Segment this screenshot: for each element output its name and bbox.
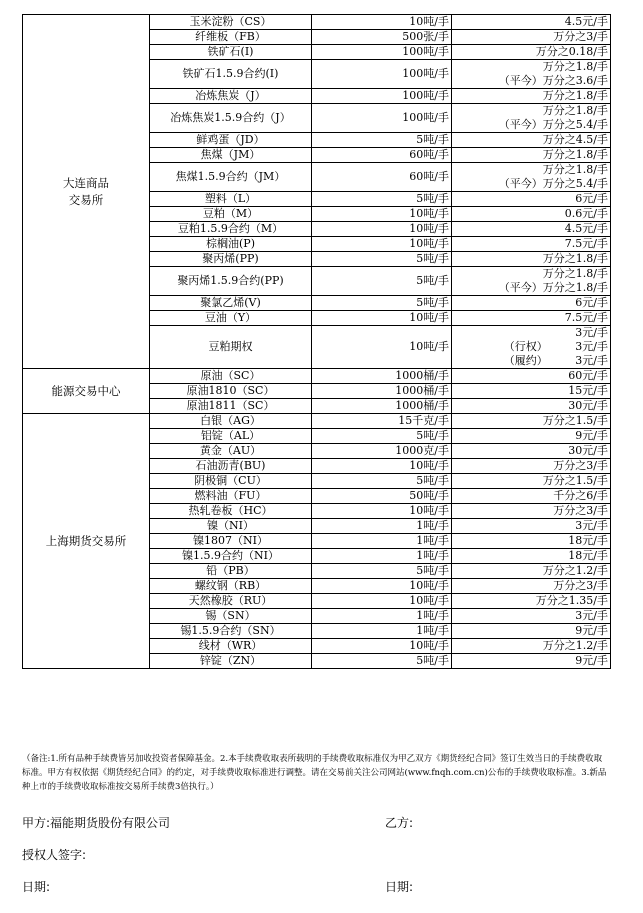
- contract-unit: 1吨/手: [416, 519, 449, 532]
- fee-rate-cell: [452, 207, 611, 222]
- fee-rate: 万分之3/手: [553, 504, 608, 517]
- fee-rate: 万分之1.8/手: [542, 252, 608, 265]
- product-name-cell: [150, 534, 312, 549]
- exchange-name-cell: [23, 369, 150, 414]
- product-name: 铝锭（AL）: [200, 429, 261, 442]
- product-name: 塑料（L）: [204, 192, 257, 205]
- contract-unit: 15千克/手: [398, 414, 449, 427]
- product-name-cell: [150, 252, 312, 267]
- product-name-cell: [150, 594, 312, 609]
- contract-unit-cell: [312, 444, 452, 459]
- product-name: 铅（PB）: [206, 564, 255, 577]
- fee-rate-cell: [452, 579, 611, 594]
- product-name: 石油沥青(BU): [195, 459, 266, 472]
- fee-table-body: [23, 15, 611, 669]
- product-name-cell: [150, 45, 312, 60]
- fee-rate: 15元/手: [568, 384, 608, 397]
- contract-unit-cell: [312, 311, 452, 326]
- contract-unit-cell: [312, 369, 452, 384]
- contract-unit-cell: [312, 399, 452, 414]
- notes-text: （备注:1.所有品种手续费皆另加收投资者保障基金。2.本手续费收取表所载明的手续费收取标准仅为甲乙双方《期货经纪合同》签订生效当日的手续费收取标准。甲方有权依据《期货经纪合同》的约定，对手续费收取标准进行调整。请在交易前关注公司网站(www.fnqh.com.cn)公布的手续费收取标准。3.新品种上市的手续费收取标准按交易所手续费3倍执行。）: [22, 754, 607, 792]
- contract-unit: 5吨/手: [416, 274, 449, 287]
- product-name: 锡1.5.9合约（SN）: [180, 624, 281, 637]
- contract-unit: 5吨/手: [416, 564, 449, 577]
- contract-unit-cell: [312, 30, 452, 45]
- exchange-name: 能源交易中心: [51, 383, 121, 398]
- contract-unit: 10吨/手: [409, 15, 449, 28]
- product-name: 鲜鸡蛋（JD）: [196, 133, 265, 146]
- contract-unit-cell: [312, 267, 452, 296]
- contract-unit-cell: [312, 549, 452, 564]
- fee-rate-cell: [452, 609, 611, 624]
- product-name: 热轧卷板（HC）: [188, 504, 273, 517]
- fee-rate: 30元/手: [568, 444, 608, 457]
- fee-rate-cell: [452, 89, 611, 104]
- fee-rate: 3元/手: [575, 519, 608, 532]
- contract-unit: 500张/手: [402, 30, 449, 43]
- product-name-cell: [150, 104, 312, 133]
- fee-rate-cell: [452, 15, 611, 30]
- contract-unit: 60吨/手: [409, 170, 449, 183]
- product-name-cell: [150, 30, 312, 45]
- product-name-cell: [150, 549, 312, 564]
- party-b-label: 乙方:: [385, 816, 414, 830]
- product-name-cell: [150, 399, 312, 414]
- product-name-cell: [150, 237, 312, 252]
- product-name-cell: [150, 89, 312, 104]
- product-name-cell: [150, 148, 312, 163]
- contract-unit: 1000桶/手: [395, 399, 449, 412]
- product-name-cell: [150, 504, 312, 519]
- fee-rate-cell: [452, 534, 611, 549]
- fee-rate: 万分之0.18/手: [535, 45, 608, 58]
- party-a-label: 甲方:福能期货股份有限公司: [22, 816, 171, 830]
- fee-rate: 3元/手: [575, 609, 608, 622]
- fee-rate-cell: [452, 326, 611, 369]
- product-name: 聚丙烯1.5.9合约(PP): [177, 274, 284, 287]
- product-name-cell: [150, 624, 312, 639]
- fee-rate: 万分之1.2/手: [542, 564, 608, 577]
- fee-rate: 9元/手: [575, 624, 608, 637]
- product-name: 锌锭（ZN）: [199, 654, 262, 667]
- fee-rate: 万分之1.5/手: [542, 414, 608, 427]
- contract-unit: 1吨/手: [416, 609, 449, 622]
- fee-row: [23, 414, 611, 429]
- product-name: 聚丙烯(PP): [202, 252, 259, 265]
- contract-unit-cell: [312, 104, 452, 133]
- product-name: 豆粕期权: [208, 340, 253, 353]
- product-name-cell: [150, 564, 312, 579]
- product-name: 锡（SN）: [205, 609, 256, 622]
- contract-unit: 1吨/手: [416, 624, 449, 637]
- fee-rate-cell: [452, 489, 611, 504]
- contract-unit: 10吨/手: [409, 207, 449, 220]
- fee-row: [23, 369, 611, 384]
- contract-unit: 1吨/手: [416, 549, 449, 562]
- contract-unit: 10吨/手: [409, 504, 449, 517]
- product-name: 豆粕1.5.9合约（M）: [177, 222, 284, 235]
- contract-unit: 10吨/手: [409, 311, 449, 324]
- contract-unit: 5吨/手: [416, 252, 449, 265]
- contract-unit-cell: [312, 504, 452, 519]
- fee-rate: 千分之6/手: [553, 489, 608, 502]
- product-name-cell: [150, 429, 312, 444]
- product-name: 黄金（AU）: [199, 444, 262, 457]
- product-name-cell: [150, 267, 312, 296]
- contract-unit-cell: [312, 60, 452, 89]
- fee-rate: 9元/手: [575, 654, 608, 667]
- fee-rate-cell: [452, 384, 611, 399]
- contract-unit: 5吨/手: [416, 133, 449, 146]
- product-name: 阴极铜（CU）: [194, 474, 267, 487]
- contract-unit: 5吨/手: [416, 429, 449, 442]
- fee-rate: 6元/手: [575, 296, 608, 309]
- product-name: 燃料油（FU）: [194, 489, 267, 502]
- contract-unit: 1000桶/手: [395, 384, 449, 397]
- fee-rate: 4.5元/手: [564, 15, 608, 28]
- fee-rate-cell: [452, 624, 611, 639]
- fee-rate-cell: [452, 222, 611, 237]
- product-name-cell: [150, 609, 312, 624]
- contract-unit: 100吨/手: [402, 89, 449, 102]
- contract-unit-cell: [312, 594, 452, 609]
- fee-rate: 7.5元/手: [564, 311, 608, 324]
- fee-rate: 万分之3/手: [553, 459, 608, 472]
- product-name-cell: [150, 579, 312, 594]
- contract-unit: 60吨/手: [409, 148, 449, 161]
- contract-unit-cell: [312, 429, 452, 444]
- product-name-cell: [150, 60, 312, 89]
- product-name: 玉米淀粉（CS）: [189, 15, 272, 28]
- product-name: 冶炼焦炭（J）: [195, 89, 266, 102]
- fee-rate: 18元/手: [568, 549, 608, 562]
- contract-unit-cell: [312, 296, 452, 311]
- product-name-cell: [150, 326, 312, 369]
- exchange-name: 上海期货交易所: [45, 533, 127, 548]
- fee-rate-cell: [452, 192, 611, 207]
- product-name: 螺纹钢（RB）: [194, 579, 267, 592]
- product-name-cell: [150, 384, 312, 399]
- product-name-cell: [150, 489, 312, 504]
- contract-unit-cell: [312, 414, 452, 429]
- fee-rate: 万分之1.8/手 （平今）万分之5.4/手: [498, 104, 608, 131]
- contract-unit-cell: [312, 639, 452, 654]
- contract-unit: 5吨/手: [416, 654, 449, 667]
- contract-unit: 100吨/手: [402, 45, 449, 58]
- contract-unit: 1000克/手: [395, 444, 449, 457]
- contract-unit: 10吨/手: [409, 459, 449, 472]
- product-name-cell: [150, 311, 312, 326]
- fee-rate: 万分之1.8/手 （平今）万分之1.8/手: [498, 267, 608, 294]
- fee-rate: 万分之1.8/手 （平今）万分之5.4/手: [498, 163, 608, 190]
- fee-rate-cell: [452, 504, 611, 519]
- fee-rate: 6元/手: [575, 192, 608, 205]
- fee-rate: 7.5元/手: [564, 237, 608, 250]
- product-name-cell: [150, 414, 312, 429]
- fee-rate-cell: [452, 639, 611, 654]
- fee-rate-cell: [452, 104, 611, 133]
- contract-unit-cell: [312, 519, 452, 534]
- fee-rate-cell: [452, 252, 611, 267]
- product-name-cell: [150, 459, 312, 474]
- fee-rate-cell: [452, 133, 611, 148]
- fee-rate-cell: [452, 429, 611, 444]
- contract-unit-cell: [312, 384, 452, 399]
- contract-unit-cell: [312, 326, 452, 369]
- contract-unit-cell: [312, 609, 452, 624]
- fee-rate: 万分之4.5/手: [542, 133, 608, 146]
- contract-unit-cell: [312, 222, 452, 237]
- fee-rate-cell: [452, 459, 611, 474]
- product-name-cell: [150, 639, 312, 654]
- product-name: 冶炼焦炭1.5.9合约（J）: [170, 111, 291, 124]
- contract-unit-cell: [312, 237, 452, 252]
- product-name: 豆粕（M）: [202, 207, 259, 220]
- fee-rate: 30元/手: [568, 399, 608, 412]
- contract-unit: 5吨/手: [416, 296, 449, 309]
- fee-rate: 万分之1.35/手: [535, 594, 608, 607]
- fee-rate-cell: [452, 519, 611, 534]
- fee-table: [22, 14, 611, 669]
- fee-rate-cell: [452, 45, 611, 60]
- exchange-name-cell: [23, 15, 150, 369]
- fee-rate-cell: [452, 414, 611, 429]
- fee-rate: 万分之1.8/手 （平今）万分之3.6/手: [498, 60, 608, 87]
- contract-unit: 10吨/手: [409, 639, 449, 652]
- product-name: 铁矿石1.5.9合约(I): [182, 67, 279, 80]
- fee-rate-cell: [452, 369, 611, 384]
- fee-rate: 万分之1.8/手: [542, 89, 608, 102]
- fee-rate-cell: [452, 267, 611, 296]
- date-b-label: 日期:: [385, 880, 414, 894]
- contract-unit-cell: [312, 624, 452, 639]
- fee-rate-cell: [452, 549, 611, 564]
- fee-rate: 万分之1.5/手: [542, 474, 608, 487]
- fee-rate-cell: [452, 30, 611, 45]
- fee-rate-cell: [452, 237, 611, 252]
- exchange-name-cell: [23, 414, 150, 669]
- authorized-signature-label: 授权人签字:: [22, 848, 87, 862]
- contract-unit-cell: [312, 252, 452, 267]
- product-name-cell: [150, 15, 312, 30]
- contract-unit: 10吨/手: [409, 594, 449, 607]
- product-name-cell: [150, 474, 312, 489]
- fee-rate: 万分之3/手: [553, 579, 608, 592]
- contract-unit: 5吨/手: [416, 474, 449, 487]
- contract-unit-cell: [312, 15, 452, 30]
- fee-rate-cell: [452, 594, 611, 609]
- fee-rate-cell: [452, 311, 611, 326]
- product-name-cell: [150, 133, 312, 148]
- contract-unit: 5吨/手: [416, 192, 449, 205]
- fee-rate-cell: [452, 148, 611, 163]
- contract-unit-cell: [312, 192, 452, 207]
- contract-unit: 50吨/手: [409, 489, 449, 502]
- exchange-name: 大连商品 交易所: [63, 175, 109, 207]
- contract-unit-cell: [312, 579, 452, 594]
- product-name-cell: [150, 444, 312, 459]
- contract-unit-cell: [312, 163, 452, 192]
- fee-rate: 4.5元/手: [564, 222, 608, 235]
- fee-rate-cell: [452, 399, 611, 414]
- contract-unit: 10吨/手: [409, 237, 449, 250]
- product-name-cell: [150, 207, 312, 222]
- contract-unit-cell: [312, 489, 452, 504]
- fee-rate: 0.6元/手: [564, 207, 608, 220]
- fee-rate-cell: [452, 163, 611, 192]
- product-name-cell: [150, 369, 312, 384]
- fee-rate-cell: [452, 564, 611, 579]
- fee-rate-cell: [452, 654, 611, 669]
- fee-rate-cell: [452, 296, 611, 311]
- product-name-cell: [150, 222, 312, 237]
- contract-unit: 10吨/手: [409, 222, 449, 235]
- product-name-cell: [150, 192, 312, 207]
- contract-unit: 1000桶/手: [395, 369, 449, 382]
- product-name: 镍1807（NI）: [193, 534, 268, 547]
- product-name: 原油1810（SC）: [186, 384, 275, 397]
- fee-rate: 万分之1.2/手: [542, 639, 608, 652]
- product-name: 天然橡胶（RU）: [188, 594, 273, 607]
- fee-rate: 60元/手: [568, 369, 608, 382]
- product-name-cell: [150, 519, 312, 534]
- product-name: 原油1811（SC）: [186, 399, 275, 412]
- product-name: 焦煤1.5.9合约（JM）: [175, 170, 286, 183]
- product-name-cell: [150, 654, 312, 669]
- product-name: 焦煤（JM）: [200, 148, 261, 161]
- product-name: 原油（SC）: [200, 369, 261, 382]
- product-name-cell: [150, 296, 312, 311]
- product-name: 聚氯乙烯(V): [200, 296, 261, 309]
- date-a-label: 日期:: [22, 880, 51, 894]
- contract-unit-cell: [312, 148, 452, 163]
- product-name: 镍（NI）: [207, 519, 254, 532]
- product-name: 铁矿石(I): [207, 45, 254, 58]
- contract-unit-cell: [312, 133, 452, 148]
- contract-unit: 100吨/手: [402, 111, 449, 124]
- fee-table-container: [22, 14, 610, 669]
- contract-unit-cell: [312, 45, 452, 60]
- contract-unit-cell: [312, 654, 452, 669]
- product-name: 纤维板（FB）: [195, 30, 266, 43]
- contract-unit-cell: [312, 207, 452, 222]
- product-name-cell: [150, 163, 312, 192]
- product-name: 镍1.5.9合约（NI）: [182, 549, 279, 562]
- product-name: 棕榈油(P): [206, 237, 255, 250]
- contract-unit: 100吨/手: [402, 67, 449, 80]
- fee-rate-cell: [452, 474, 611, 489]
- contract-unit: 1吨/手: [416, 534, 449, 547]
- product-name: 豆油（Y）: [204, 311, 257, 324]
- fee-rate: 3元/手 （行权） 3元/手 （履约） 3元/手: [503, 326, 608, 367]
- fee-rate: 万分之3/手: [553, 30, 608, 43]
- product-name: 白银（AG）: [200, 414, 261, 427]
- contract-unit-cell: [312, 459, 452, 474]
- fee-row: [23, 15, 611, 30]
- product-name: 线材（WR）: [198, 639, 263, 652]
- contract-unit: 10吨/手: [409, 579, 449, 592]
- fee-rate: 万分之1.8/手: [542, 148, 608, 161]
- contract-unit-cell: [312, 474, 452, 489]
- fee-rate-cell: [452, 444, 611, 459]
- contract-unit-cell: [312, 534, 452, 549]
- fee-rate: 9元/手: [575, 429, 608, 442]
- contract-unit-cell: [312, 564, 452, 579]
- fee-rate: 18元/手: [568, 534, 608, 547]
- contract-unit-cell: [312, 89, 452, 104]
- fee-rate-cell: [452, 60, 611, 89]
- contract-unit: 10吨/手: [409, 340, 449, 353]
